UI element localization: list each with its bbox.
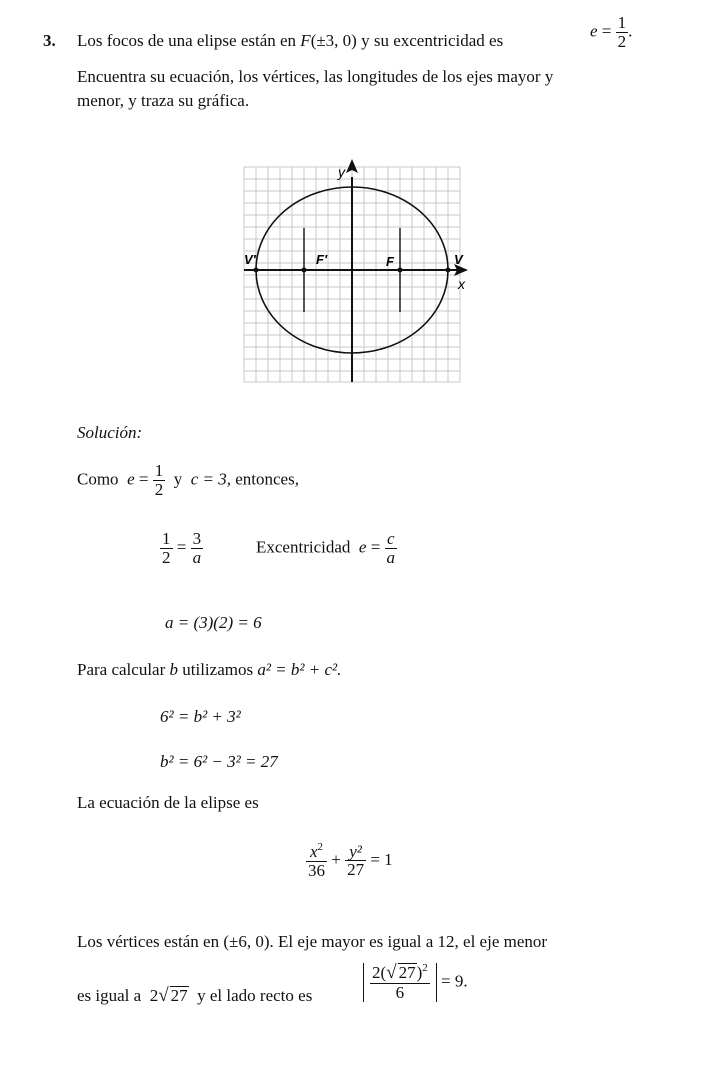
vertex-left-label: V′: [244, 252, 256, 267]
frac-denominator: 36: [308, 860, 325, 880]
exponent: 2: [422, 962, 428, 974]
b-calc-line: [77, 660, 341, 680]
frac-denominator: 27: [347, 860, 365, 880]
ellipse-equation: $\frac{x^2}{36}$ + $\frac{\text{y²}}{27}$ = 1: [308, 841, 393, 880]
focus-left-label: F′: [316, 252, 328, 267]
problem-line-1-mid: y su excentricidad es: [361, 31, 504, 50]
coef: 2: [149, 986, 159, 1005]
equation-rhs: = 1: [370, 849, 393, 869]
frac-denominator: 2: [162, 547, 171, 567]
frac-numerator: 1: [162, 529, 171, 548]
solution-heading: Solución:: [77, 423, 143, 442]
y-term: [345, 843, 366, 880]
frac-denominator: a: [386, 547, 396, 567]
frac-denominator: 6: [370, 983, 430, 1002]
focus-left-point: [302, 268, 307, 273]
frac-numerator: 1: [617, 13, 627, 32]
y-word: y: [173, 469, 183, 489]
latus-result: = 9.: [441, 971, 468, 991]
ratio-right: [191, 530, 204, 567]
solution-line-como: Como e = $\frac{1}{2}$ y c = 3, entonces,: [77, 461, 299, 499]
frac-numerator: [306, 842, 327, 861]
menor-text: es igual a: [77, 986, 142, 1005]
b-calc-mid: utilizamos: [182, 660, 254, 679]
menor-line: [77, 985, 312, 1007]
absolute-value: [363, 963, 437, 1002]
vertices-line: Los vértices están en (±6, 0). El eje mayor es igual a 12, el eje menor: [77, 932, 548, 951]
problem-line-1-text: Los focos de una elipse están en: [77, 31, 297, 50]
e-variable: e: [127, 469, 135, 489]
e-fraction: [153, 462, 166, 499]
problem-number: 3.: [43, 31, 56, 50]
ellipse-graph: [232, 155, 482, 395]
c-over-a: [385, 530, 398, 567]
coef: 2: [372, 963, 381, 982]
sqrt-icon: √: [386, 962, 397, 983]
c-equation: c = 3,: [190, 469, 231, 489]
lado-text: y el lado recto es: [197, 986, 313, 1005]
problem-line-2: Encuentra su ecuación, los vértices, las longitudes de los ejes mayor y: [77, 67, 554, 86]
latus-rectum-expression: [363, 963, 468, 1002]
ratio-left: [160, 530, 173, 567]
frac-numerator: 3: [192, 529, 202, 548]
vertex-right-label: V: [454, 252, 463, 267]
pythagorean-relation: a² = b² + c².: [257, 660, 342, 679]
eccentricity-fraction: [616, 14, 629, 51]
equation-1: 6² = b² + 3²: [160, 707, 241, 726]
entonces-word: entonces,: [235, 469, 299, 489]
latus-fraction: [370, 963, 430, 1002]
x-variable: x: [309, 842, 318, 861]
frac-denominator: a: [192, 547, 202, 567]
focus-right-label: F: [386, 254, 394, 269]
frac-denominator: 2: [617, 31, 627, 51]
exponent: 2: [317, 841, 324, 853]
problem-line-3: menor, y traza su gráfica.: [77, 91, 250, 110]
y-axis-label: y: [338, 164, 345, 180]
x-term: [306, 842, 327, 880]
focus-right-point: [398, 268, 403, 273]
focus-label: F: [300, 31, 311, 50]
focus-coords: (±3, 0): [310, 31, 357, 50]
minor-axis-value: [150, 986, 189, 1005]
b-variable: b: [169, 660, 178, 679]
b-calc-text: Para calcular: [77, 660, 166, 679]
ratio-equation: $\frac{1}{2}$ = $\frac{3}{a}$: [162, 529, 202, 567]
sqrt-icon: √: [158, 985, 169, 1006]
x-axis-label: x: [458, 276, 465, 292]
frac-denominator: 2: [154, 479, 164, 499]
ellipse-equation-intro: La ecuación de la elipse es: [77, 793, 259, 812]
problem-line-1: [77, 31, 503, 51]
e-variable: e: [590, 21, 598, 41]
eccentricity-definition: Excentricidad e = $\frac{c}{a}$: [256, 529, 396, 567]
a-value-line: a = (3)(2) = 6: [165, 613, 262, 632]
vertex-left-point: [254, 268, 259, 273]
equation-2: b² = 6² − 3² = 27: [160, 752, 278, 771]
eccentricity-label: Excentricidad: [256, 537, 351, 557]
frac-numerator: 1: [154, 461, 164, 480]
radicand: 27: [170, 986, 188, 1005]
radicand: 27: [398, 963, 416, 982]
e-variable: e: [358, 537, 367, 557]
vertex-right-point: [446, 268, 451, 273]
como-word: Como: [77, 469, 119, 489]
frac-numerator: 2(√ 27)$^2$: [372, 962, 428, 983]
eccentricity-given: e = $\frac{1}{2}$ .: [590, 13, 633, 51]
frac-numerator: c: [387, 529, 395, 548]
frac-numerator: y²: [349, 841, 362, 861]
